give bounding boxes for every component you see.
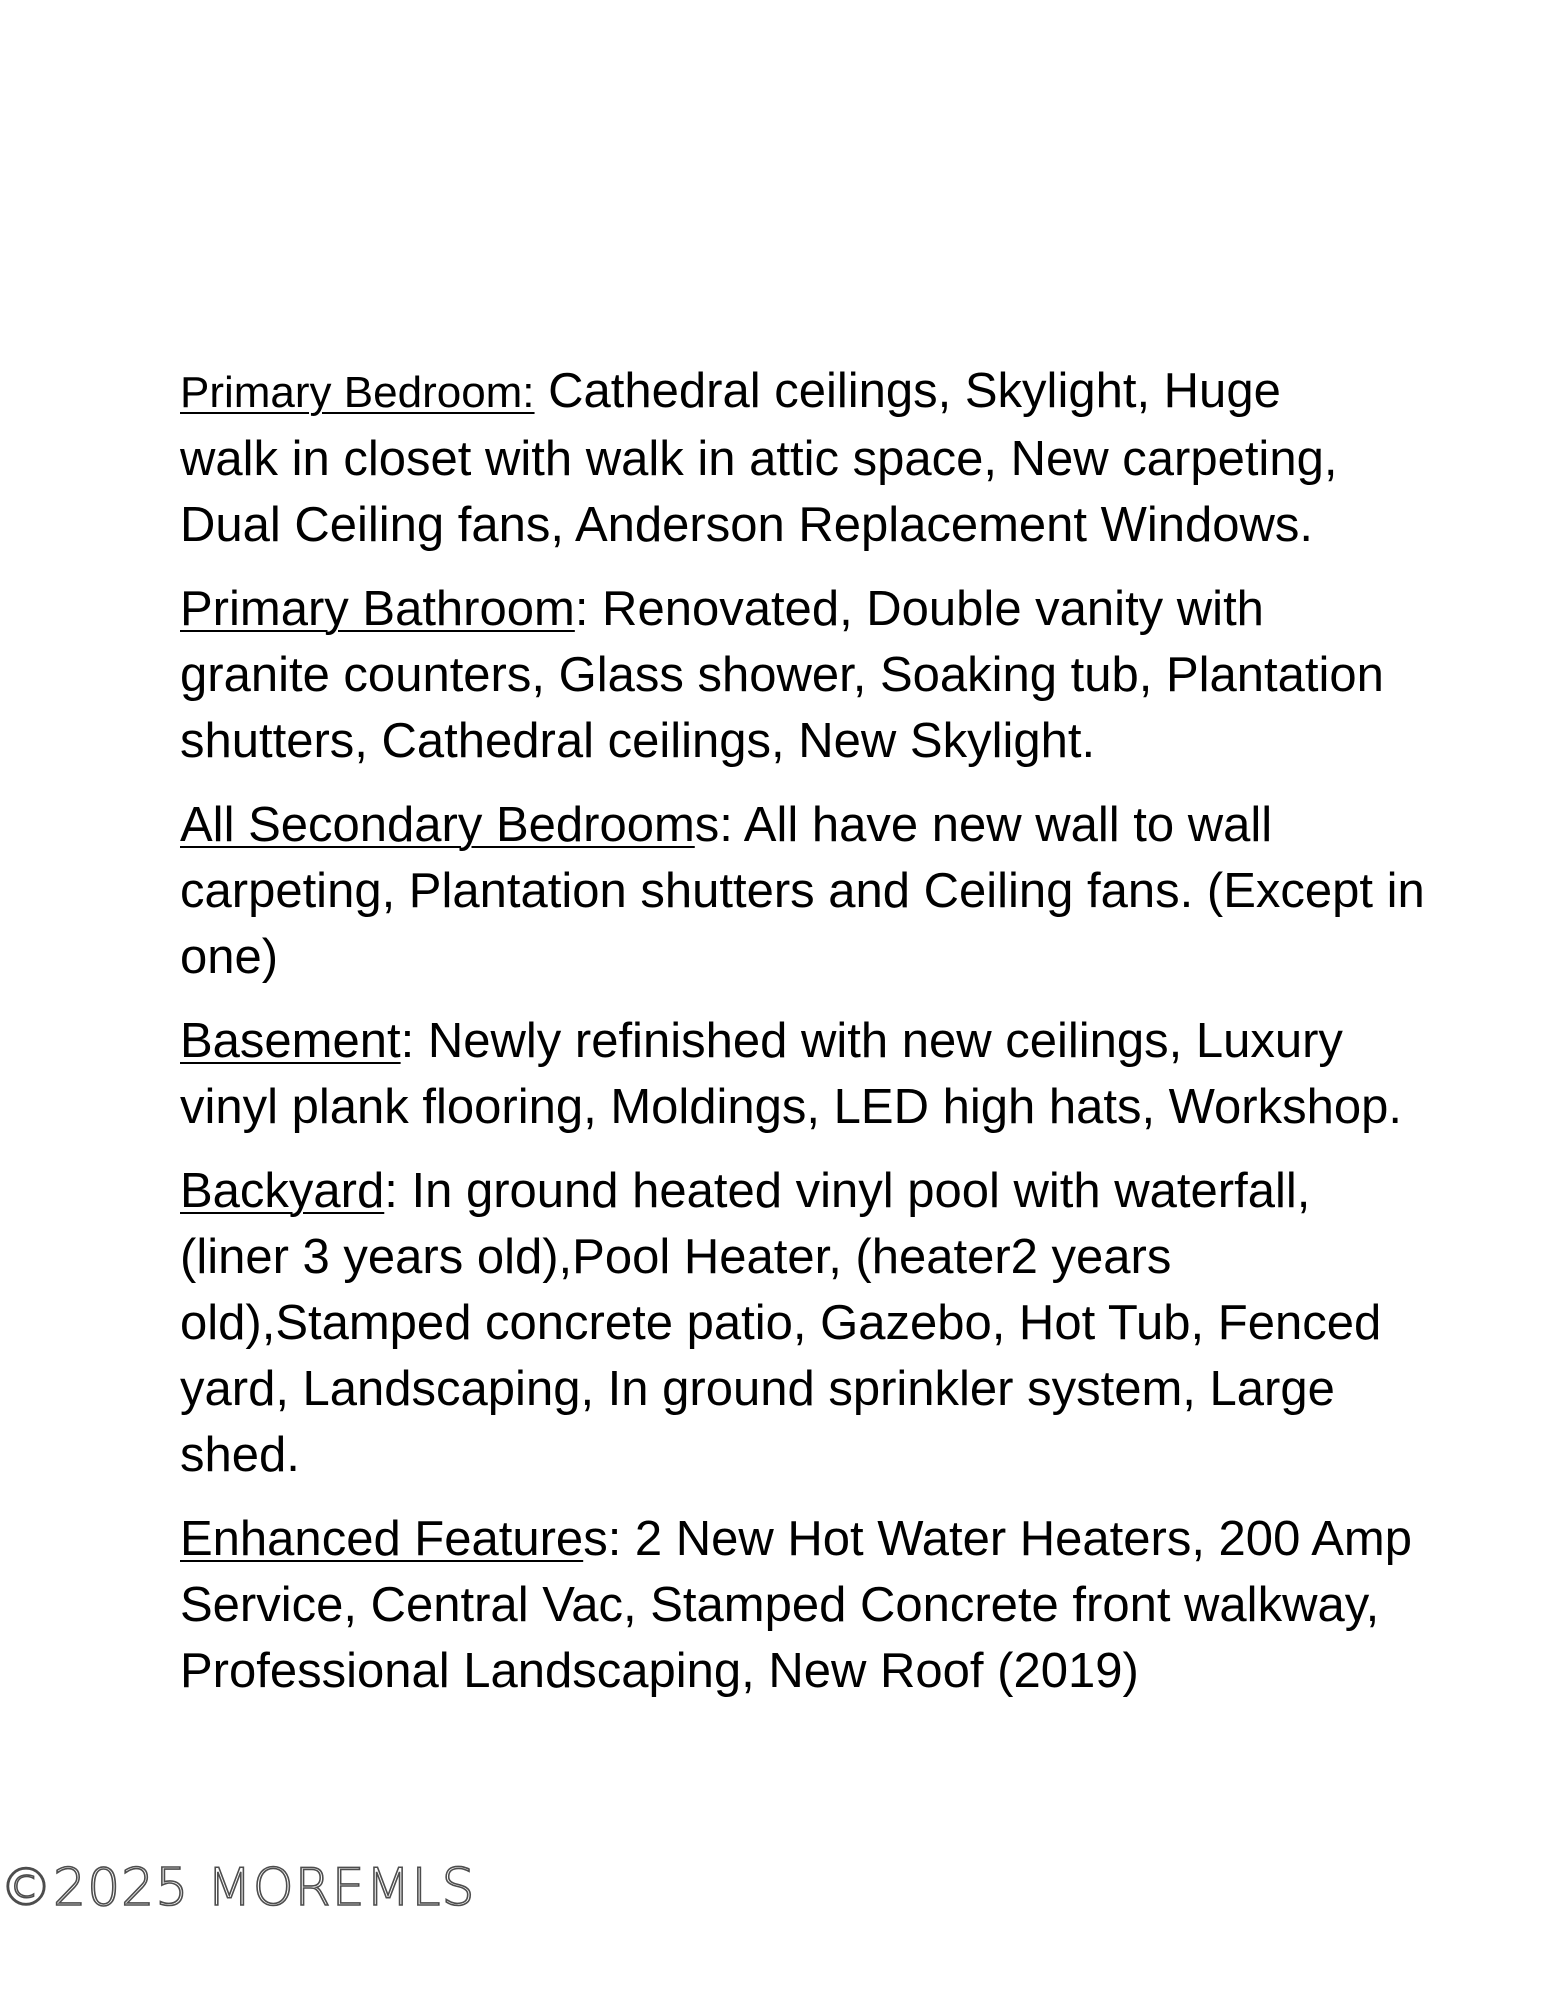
text-basement: : Newly refinished with new ceilings, Luxury vinyl plank flooring, Moldings, LED high hats, Workshop.: [180, 1014, 1402, 1134]
text-primary-bathroom: : Renovated, Double vanity with granite counters, Glass shower, Soaking tub, Plantation shutters, Cathedral ceilings, New Skylight.: [180, 582, 1384, 768]
section-basement: [180, 1008, 1480, 1140]
text-secondary-bedrooms: s: All have new wall to wall carpeting, Plantation shutters and Ceiling fans. (Except in one): [180, 798, 1425, 984]
text-backyard: : In ground heated vinyl pool with waterfall, (liner 3 years old),Pool Heater, (heater2 years old),Stamped concrete patio, Gazebo, Hot Tub, Fenced yard, Landscaping, In ground sprinkler system, Large shed.: [180, 1164, 1382, 1482]
text-primary-bedroom: Cathedral ceilings, Skylight, Huge walk in closet with walk in attic space, New carpeting, Dual Ceiling fans, Anderson Replacement Windows.: [180, 364, 1338, 552]
section-secondary-bedrooms: [180, 792, 1480, 990]
section-enhanced-features: [180, 1506, 1480, 1704]
text-enhanced-features: s: 2 New Hot Water Heaters, 200 Amp Service, Central Vac, Stamped Concrete front walkway, Professional Landscaping, New Roof (2019): [180, 1512, 1412, 1698]
section-primary-bedroom: [180, 358, 1480, 558]
heading-backyard: Backyard: [180, 1164, 385, 1218]
heading-secondary-bedrooms: All Secondary Bedroom: [180, 798, 695, 852]
heading-primary-bathroom: Primary Bathroom: [180, 582, 575, 636]
heading-primary-bedroom: Primary Bedroom:: [180, 368, 535, 417]
heading-enhanced-features: Enhanced Feature: [180, 1512, 584, 1566]
document-body: [180, 358, 1480, 1704]
watermark: ©2025 MOREMLS: [0, 1858, 476, 1918]
section-primary-bathroom: [180, 576, 1480, 774]
heading-basement: Basement: [180, 1014, 401, 1068]
section-backyard: [180, 1158, 1480, 1488]
